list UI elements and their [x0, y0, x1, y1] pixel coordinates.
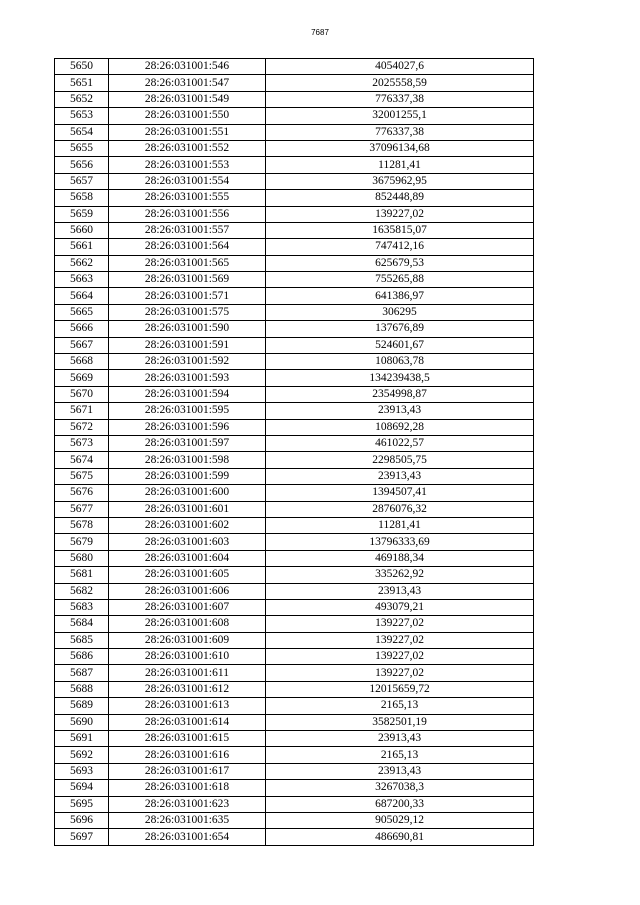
table-row: [55, 288, 534, 304]
row-number-cell: 5690: [55, 714, 109, 730]
row-number-cell: 5661: [55, 239, 109, 255]
row-number-cell: 5694: [55, 780, 109, 796]
row-number-cell: 5669: [55, 370, 109, 386]
table-row: [55, 386, 534, 402]
value-cell: 3267038,3: [266, 780, 534, 796]
table-row: [55, 452, 534, 468]
row-number-cell: 5657: [55, 173, 109, 189]
cadastral-number-cell: 28:26:031001:623: [109, 796, 266, 812]
cadastral-number-cell: 28:26:031001:571: [109, 288, 266, 304]
table-row: [55, 403, 534, 419]
value-cell: 12015659,72: [266, 681, 534, 697]
page-number: 7687: [311, 28, 329, 37]
row-number-cell: 5655: [55, 140, 109, 156]
cadastral-number-cell: 28:26:031001:603: [109, 534, 266, 550]
cadastral-number-cell: 28:26:031001:546: [109, 59, 266, 75]
table-row: [55, 222, 534, 238]
cadastral-number-cell: 28:26:031001:602: [109, 517, 266, 533]
value-cell: 641386,97: [266, 288, 534, 304]
table-row: [55, 468, 534, 484]
table-row: [55, 91, 534, 107]
cadastral-number-cell: 28:26:031001:591: [109, 337, 266, 353]
row-number-cell: 5683: [55, 599, 109, 615]
value-cell: 23913,43: [266, 468, 534, 484]
row-number-cell: 5653: [55, 108, 109, 124]
value-cell: 625679,53: [266, 255, 534, 271]
row-number-cell: 5697: [55, 829, 109, 845]
cadastral-number-cell: 28:26:031001:601: [109, 501, 266, 517]
value-cell: 23913,43: [266, 731, 534, 747]
value-cell: 32001255,1: [266, 108, 534, 124]
table-row: [55, 75, 534, 91]
cadastral-number-cell: 28:26:031001:607: [109, 599, 266, 615]
row-number-cell: 5670: [55, 386, 109, 402]
table-row: [55, 435, 534, 451]
table-row: [55, 583, 534, 599]
table-row: [55, 206, 534, 222]
cadastral-number-cell: 28:26:031001:594: [109, 386, 266, 402]
table-row: [55, 321, 534, 337]
table-row: [55, 272, 534, 288]
row-number-cell: 5682: [55, 583, 109, 599]
cadastral-number-cell: 28:26:031001:595: [109, 403, 266, 419]
value-cell: 108692,28: [266, 419, 534, 435]
table-row: [55, 681, 534, 697]
row-number-cell: 5659: [55, 206, 109, 222]
table-row: [55, 812, 534, 828]
cadastral-number-cell: 28:26:031001:575: [109, 304, 266, 320]
table-row: [55, 550, 534, 566]
value-cell: 335262,92: [266, 567, 534, 583]
value-cell: 2025558,59: [266, 75, 534, 91]
value-cell: 11281,41: [266, 517, 534, 533]
value-cell: 687200,33: [266, 796, 534, 812]
row-number-cell: 5691: [55, 731, 109, 747]
value-cell: 306295: [266, 304, 534, 320]
value-cell: 139227,02: [266, 616, 534, 632]
cadastral-number-cell: 28:26:031001:611: [109, 665, 266, 681]
table-row: [55, 108, 534, 124]
value-cell: 2165,13: [266, 698, 534, 714]
table-row: [55, 485, 534, 501]
row-number-cell: 5672: [55, 419, 109, 435]
cadastral-number-cell: 28:26:031001:618: [109, 780, 266, 796]
value-cell: 23913,43: [266, 403, 534, 419]
table-row: [55, 796, 534, 812]
value-cell: 776337,38: [266, 124, 534, 140]
table-row: [55, 419, 534, 435]
table-row: [55, 370, 534, 386]
table-row: [55, 337, 534, 353]
value-cell: 139227,02: [266, 632, 534, 648]
cadastral-number-cell: 28:26:031001:615: [109, 731, 266, 747]
row-number-cell: 5681: [55, 567, 109, 583]
cadastral-number-cell: 28:26:031001:614: [109, 714, 266, 730]
cadastral-number-cell: 28:26:031001:599: [109, 468, 266, 484]
value-cell: 134239438,5: [266, 370, 534, 386]
table-row: [55, 780, 534, 796]
row-number-cell: 5663: [55, 272, 109, 288]
row-number-cell: 5675: [55, 468, 109, 484]
value-cell: 469188,34: [266, 550, 534, 566]
row-number-cell: 5668: [55, 354, 109, 370]
row-number-cell: 5679: [55, 534, 109, 550]
value-cell: 139227,02: [266, 665, 534, 681]
row-number-cell: 5656: [55, 157, 109, 173]
cadastral-number-cell: 28:26:031001:547: [109, 75, 266, 91]
value-cell: 23913,43: [266, 763, 534, 779]
cadastral-number-cell: 28:26:031001:597: [109, 435, 266, 451]
value-cell: 4054027,6: [266, 59, 534, 75]
row-number-cell: 5665: [55, 304, 109, 320]
value-cell: 852448,89: [266, 190, 534, 206]
cadastral-number-cell: 28:26:031001:556: [109, 206, 266, 222]
table-row: [55, 354, 534, 370]
table-row: [55, 567, 534, 583]
row-number-cell: 5689: [55, 698, 109, 714]
cadastral-number-cell: 28:26:031001:608: [109, 616, 266, 632]
cadastral-number-cell: 28:26:031001:610: [109, 649, 266, 665]
cadastral-number-cell: 28:26:031001:598: [109, 452, 266, 468]
value-cell: 747412,16: [266, 239, 534, 255]
table-row: [55, 599, 534, 615]
row-number-cell: 5667: [55, 337, 109, 353]
cadastral-number-cell: 28:26:031001:549: [109, 91, 266, 107]
row-number-cell: 5680: [55, 550, 109, 566]
row-number-cell: 5671: [55, 403, 109, 419]
value-cell: 2165,13: [266, 747, 534, 763]
value-cell: 13796333,69: [266, 534, 534, 550]
cadastral-number-cell: 28:26:031001:596: [109, 419, 266, 435]
row-number-cell: 5664: [55, 288, 109, 304]
cadastral-number-cell: 28:26:031001:565: [109, 255, 266, 271]
row-number-cell: 5677: [55, 501, 109, 517]
cadastral-number-cell: 28:26:031001:557: [109, 222, 266, 238]
cadastral-number-cell: 28:26:031001:569: [109, 272, 266, 288]
row-number-cell: 5678: [55, 517, 109, 533]
value-cell: 108063,78: [266, 354, 534, 370]
row-number-cell: 5688: [55, 681, 109, 697]
row-number-cell: 5685: [55, 632, 109, 648]
value-cell: 905029,12: [266, 812, 534, 828]
value-cell: 3582501,19: [266, 714, 534, 730]
table-row: [55, 665, 534, 681]
value-cell: 137676,89: [266, 321, 534, 337]
row-number-cell: 5674: [55, 452, 109, 468]
value-cell: 486690,81: [266, 829, 534, 845]
cadastral-number-cell: 28:26:031001:600: [109, 485, 266, 501]
value-cell: 1394507,41: [266, 485, 534, 501]
value-cell: 1635815,07: [266, 222, 534, 238]
value-cell: 2354998,87: [266, 386, 534, 402]
value-cell: 3675962,95: [266, 173, 534, 189]
cadastral-number-cell: 28:26:031001:609: [109, 632, 266, 648]
row-number-cell: 5693: [55, 763, 109, 779]
cadastral-number-cell: 28:26:031001:593: [109, 370, 266, 386]
row-number-cell: 5695: [55, 796, 109, 812]
table-row: [55, 124, 534, 140]
cadastral-number-cell: 28:26:031001:551: [109, 124, 266, 140]
value-cell: 493079,21: [266, 599, 534, 615]
cadastral-number-cell: 28:26:031001:616: [109, 747, 266, 763]
value-cell: 776337,38: [266, 91, 534, 107]
value-cell: 11281,41: [266, 157, 534, 173]
cadastral-number-cell: 28:26:031001:612: [109, 681, 266, 697]
table-row: [55, 255, 534, 271]
table-row: [55, 698, 534, 714]
cadastral-number-cell: 28:26:031001:564: [109, 239, 266, 255]
row-number-cell: 5652: [55, 91, 109, 107]
cadastral-number-cell: 28:26:031001:617: [109, 763, 266, 779]
table-row: [55, 763, 534, 779]
cadastral-number-cell: 28:26:031001:613: [109, 698, 266, 714]
row-number-cell: 5686: [55, 649, 109, 665]
table-row: [55, 239, 534, 255]
table-row: [55, 731, 534, 747]
table-row: [55, 173, 534, 189]
table-row: [55, 517, 534, 533]
table-row: [55, 140, 534, 156]
table-row: [55, 157, 534, 173]
table-row: [55, 304, 534, 320]
value-cell: 139227,02: [266, 649, 534, 665]
row-number-cell: 5692: [55, 747, 109, 763]
row-number-cell: 5696: [55, 812, 109, 828]
row-number-cell: 5684: [55, 616, 109, 632]
cadastral-number-cell: 28:26:031001:550: [109, 108, 266, 124]
value-cell: 2298505,75: [266, 452, 534, 468]
row-number-cell: 5687: [55, 665, 109, 681]
row-number-cell: 5676: [55, 485, 109, 501]
cadastral-number-cell: 28:26:031001:605: [109, 567, 266, 583]
cadastral-number-cell: 28:26:031001:555: [109, 190, 266, 206]
table-row: [55, 59, 534, 75]
value-cell: 23913,43: [266, 583, 534, 599]
row-number-cell: 5666: [55, 321, 109, 337]
row-number-cell: 5658: [55, 190, 109, 206]
value-cell: 524601,67: [266, 337, 534, 353]
value-cell: 139227,02: [266, 206, 534, 222]
cadastral-value-table: [54, 58, 534, 846]
table-row: [55, 534, 534, 550]
value-cell: 2876076,32: [266, 501, 534, 517]
table-row: [55, 501, 534, 517]
cadastral-number-cell: 28:26:031001:554: [109, 173, 266, 189]
row-number-cell: 5654: [55, 124, 109, 140]
row-number-cell: 5673: [55, 435, 109, 451]
cadastral-number-cell: 28:26:031001:604: [109, 550, 266, 566]
row-number-cell: 5660: [55, 222, 109, 238]
cadastral-number-cell: 28:26:031001:592: [109, 354, 266, 370]
table-row: [55, 747, 534, 763]
value-cell: 755265,88: [266, 272, 534, 288]
value-cell: 37096134,68: [266, 140, 534, 156]
row-number-cell: 5662: [55, 255, 109, 271]
table-row: [55, 616, 534, 632]
table-row: [55, 649, 534, 665]
table-row: [55, 829, 534, 845]
cadastral-number-cell: 28:26:031001:590: [109, 321, 266, 337]
value-cell: 461022,57: [266, 435, 534, 451]
table-row: [55, 632, 534, 648]
cadastral-number-cell: 28:26:031001:606: [109, 583, 266, 599]
table-row: [55, 190, 534, 206]
cadastral-number-cell: 28:26:031001:553: [109, 157, 266, 173]
row-number-cell: 5650: [55, 59, 109, 75]
table-row: [55, 714, 534, 730]
cadastral-number-cell: 28:26:031001:635: [109, 812, 266, 828]
cadastral-number-cell: 28:26:031001:552: [109, 140, 266, 156]
cadastral-number-cell: 28:26:031001:654: [109, 829, 266, 845]
table-body: [55, 59, 534, 846]
row-number-cell: 5651: [55, 75, 109, 91]
